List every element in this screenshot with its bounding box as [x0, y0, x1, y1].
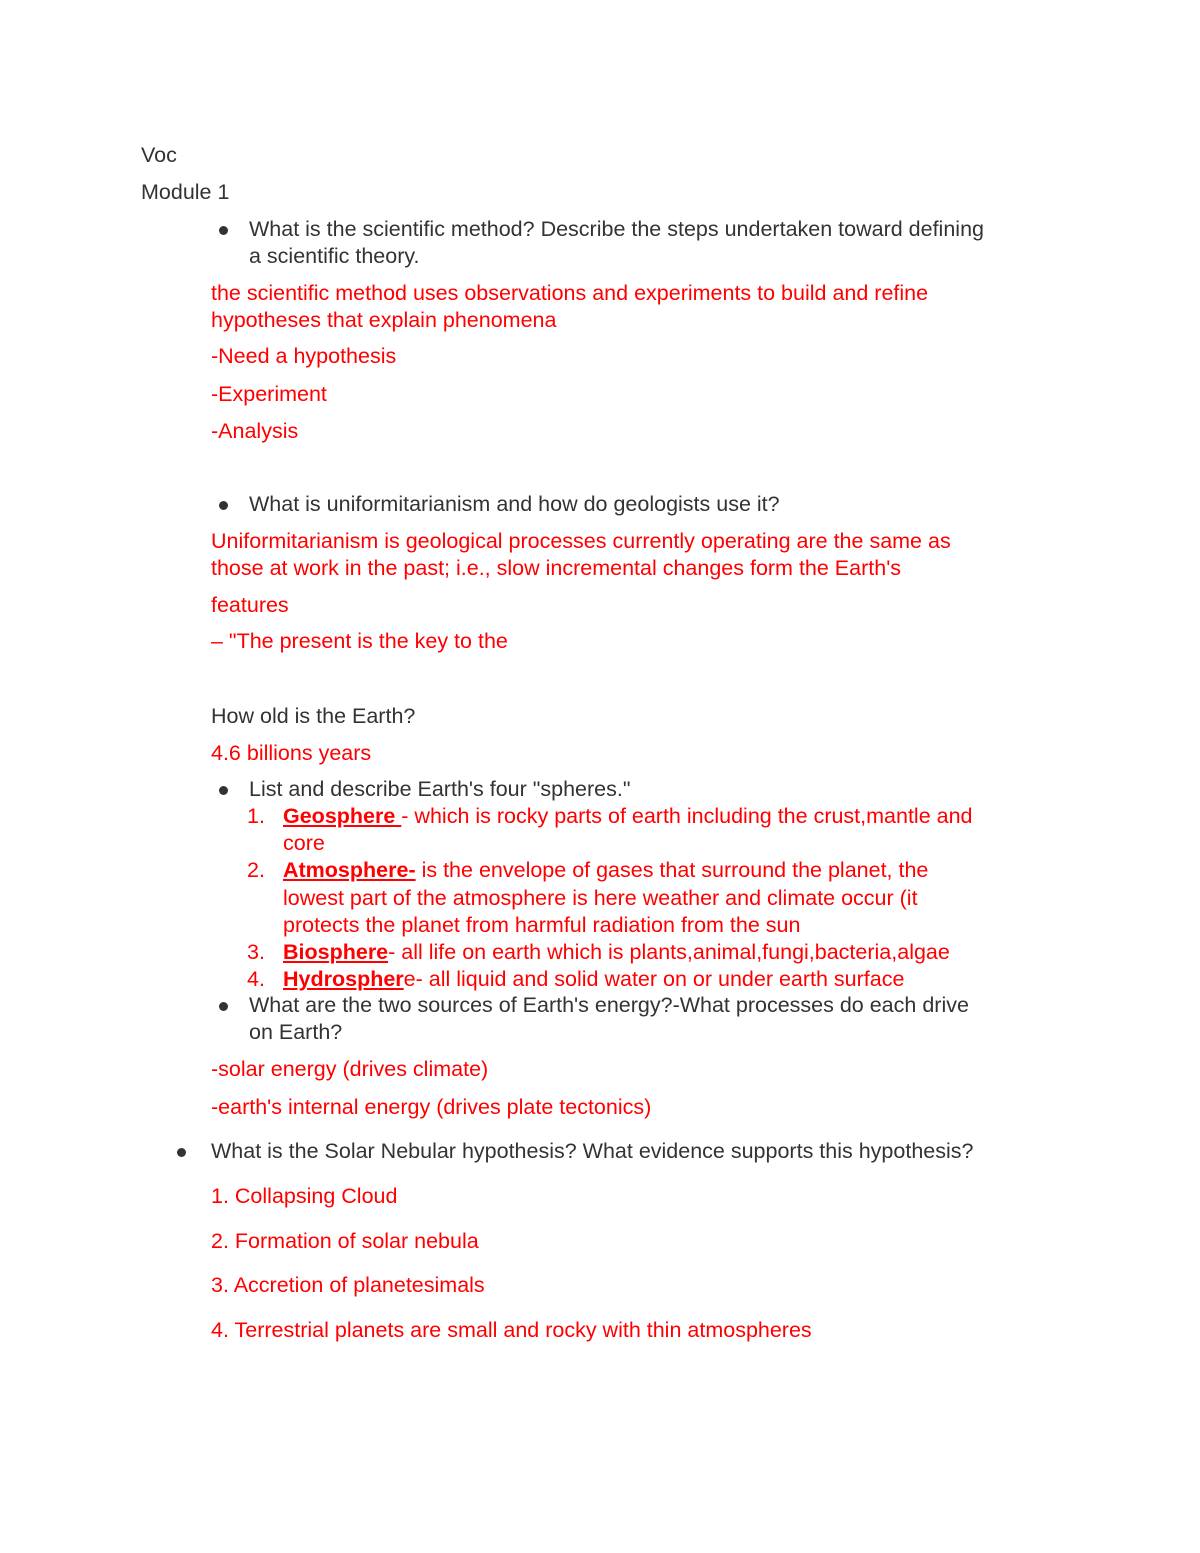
bullet-icon: [219, 1002, 228, 1011]
question-earth-age: How old is the Earth?: [211, 704, 416, 728]
answer-scientific-method-line2: hypotheses that explain phenomena: [211, 308, 557, 332]
sphere-item-hydrosphere: [283, 966, 904, 993]
question-energy-sources-line1: What are the two sources of Earth's energy?-What processes do each drive: [249, 993, 969, 1017]
answer-uniformitarianism-line2: those at work in the past; i.e., slow incremental changes form the Earth's: [211, 556, 902, 580]
question-uniformitarianism: What is uniformitarianism and how do geologists use it?: [249, 492, 780, 516]
answer-nebular-step: 3. Accretion of planetesimals: [211, 1273, 485, 1297]
sphere-number: 2.: [247, 858, 265, 882]
answer-solar-energy: -solar energy (drives climate): [211, 1057, 489, 1081]
document-title: Voc: [141, 143, 177, 167]
answer-nebular-step: 2. Formation of solar nebula: [211, 1229, 479, 1253]
bullet-icon: [177, 1148, 186, 1157]
answer-step-analysis: -Analysis: [211, 419, 299, 443]
bullet-icon: [219, 226, 228, 235]
sphere-number: 3.: [247, 940, 265, 964]
sphere-description: is the envelope of gases that surround the planet, the: [415, 858, 929, 882]
answer-scientific-method-line1: the scientific method uses observations and experiments to build and refine: [211, 281, 929, 305]
answer-nebular-step: 4. Terrestrial planets are small and rocky with thin atmospheres: [211, 1318, 812, 1342]
answer-step-experiment: -Experiment: [211, 382, 327, 406]
answer-step-hypothesis: -Need a hypothesis: [211, 344, 397, 368]
answer-earth-age: 4.6 billions years: [211, 741, 372, 765]
bullet-icon: [219, 786, 228, 795]
sphere-item-geosphere: [283, 803, 973, 830]
sphere-term: Hydrospher: [283, 967, 404, 991]
answer-uniformitarianism-line3: features: [211, 593, 289, 617]
question-scientific-method-line1: What is the scientific method? Describe the steps undertaken toward defining: [249, 217, 984, 241]
module-heading: Module 1: [141, 180, 230, 204]
question-energy-sources-line2: on Earth?: [249, 1020, 343, 1044]
bullet-icon: [219, 501, 228, 510]
sphere-description-continued: core: [283, 831, 325, 855]
sphere-term: Geosphere: [283, 804, 402, 828]
answer-uniformitarianism-line1: Uniformitarianism is geological processes currently operating are the same as: [211, 529, 951, 553]
sphere-item-biosphere: [283, 939, 950, 966]
sphere-number: 1.: [247, 804, 265, 828]
sphere-description-continued: lowest part of the atmosphere is here weather and climate occur (it: [283, 886, 918, 910]
sphere-term: Atmosphere-: [283, 858, 416, 882]
sphere-term: Biosphere: [283, 940, 389, 964]
answer-nebular-step: 1. Collapsing Cloud: [211, 1184, 398, 1208]
sphere-description: e- all liquid and solid water on or under earth surface: [403, 967, 905, 991]
question-solar-nebular: What is the Solar Nebular hypothesis? What evidence supports this hypothesis?: [211, 1139, 974, 1163]
sphere-description-continued: protects the planet from harmful radiation from the sun: [283, 913, 801, 937]
sphere-item-atmosphere: [283, 857, 928, 884]
answer-uniformitarianism-line4: – "The present is the key to the: [211, 629, 508, 653]
sphere-description: - which is rocky parts of earth including the crust,mantle and: [401, 804, 973, 828]
question-scientific-method-line2: a scientific theory.: [249, 244, 420, 268]
question-earth-spheres: List and describe Earth's four "spheres.": [249, 777, 631, 801]
sphere-description: - all life on earth which is plants,animal,fungi,bacteria,algae: [388, 940, 950, 964]
sphere-number: 4.: [247, 967, 265, 991]
answer-internal-energy: -earth's internal energy (drives plate tectonics): [211, 1095, 652, 1119]
